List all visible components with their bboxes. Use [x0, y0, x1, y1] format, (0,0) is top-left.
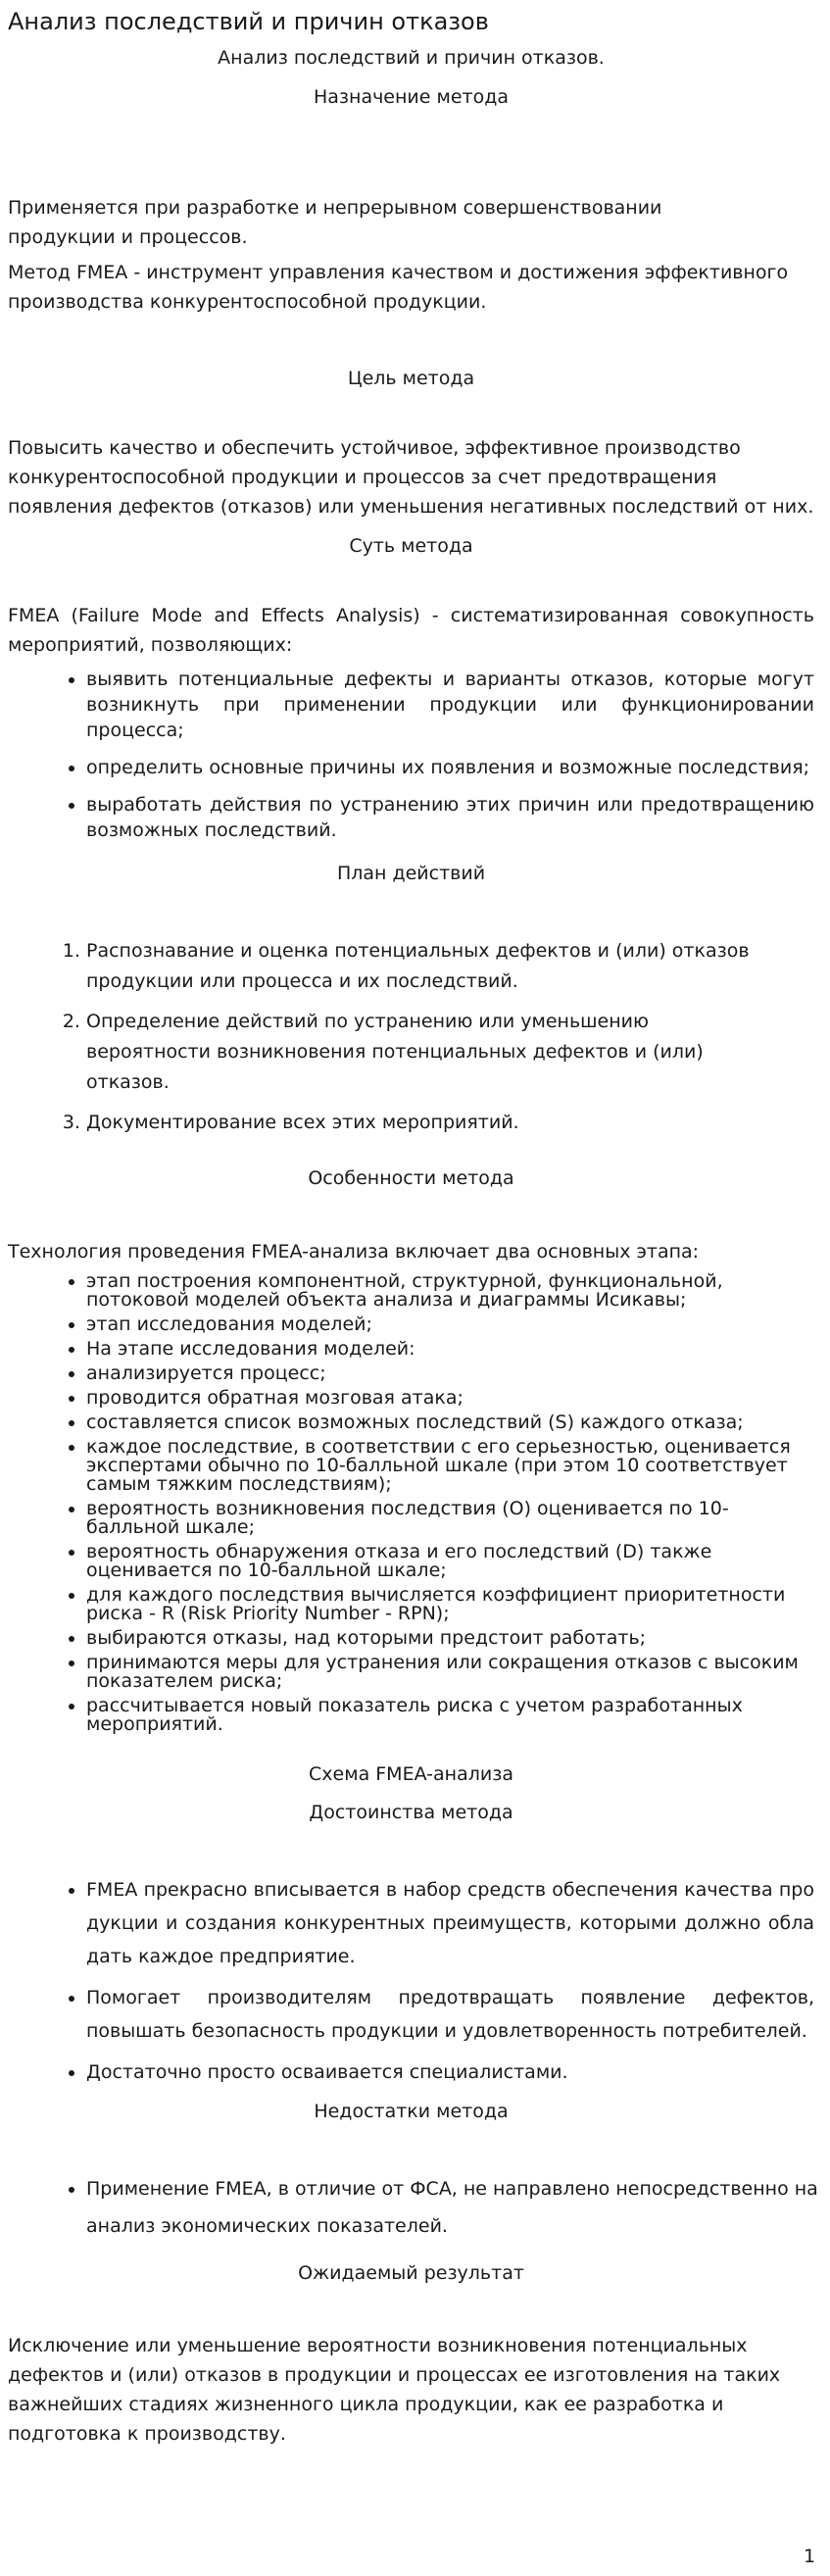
- scheme-heading: Схема FMEA-анализа: [309, 1763, 513, 1785]
- page-number: 1: [804, 2546, 816, 2567]
- plan-list: [0, 936, 764, 1148]
- list-item: 1. Распознавание и оценка потенциальных дефектов и (или) отказов продукции или процесса и их последствий.: [86, 936, 764, 997]
- essence-paragraph: FMEA (Failure Mode and Effects Analysis) - систематизированная совокупность мероприятий, позволяющих:: [8, 605, 814, 656]
- list-item: 2. Определение действий по устранению или уменьшению вероятности возникновения потенциальных дефектов и (или) отказов.: [86, 1007, 764, 1098]
- goal-heading: Цель метода: [347, 368, 475, 389]
- list-item: 3. Документирование всех этих мероприятий.: [86, 1108, 764, 1138]
- list-item: • анализируется процесс;: [86, 1364, 818, 1383]
- goal-paragraph: Повысить качество и обеспечить устойчивое, эффективное производство конкурентоспособной продукции и процессов за счет предотвращения появления дефектов (отказов) или уменьшения негативных последствий от них.: [8, 437, 814, 518]
- list-item: • этап исследования моделей;: [86, 1315, 818, 1334]
- list-item: • Помогает производителям предотвращать появление дефектов, повышать безопасность продукции и удовлетворенность потребителей.: [86, 1981, 814, 2048]
- document-subtitle: Анализ последствий и причин отказов.: [218, 47, 605, 69]
- features-heading: Особенности метода: [308, 1167, 514, 1189]
- list-item: • Достаточно просто осваивается специалистами.: [86, 2056, 814, 2089]
- advantages-heading: Достоинства метода: [309, 1802, 513, 1823]
- features-paragraph: Технология проведения FMEA-анализа включает два основных этапа:: [8, 1241, 700, 1263]
- list-item: • выбираются отказы, над которыми предстоит работать;: [86, 1629, 818, 1648]
- result-paragraph: Исключение или уменьшение вероятности возникновения потенциальных дефектов и (или) отказов в продукции и процессах ее изготовления на таких важнейших стадиях жизненного цикла продукции, как ее разработка и подготовка к производству.: [8, 2335, 781, 2445]
- purpose-paragraph-1: Применяется при разработке и непрерывном совершенствовании продукции и процессов.: [8, 197, 662, 248]
- list-item: • проводится обратная мозговая атака;: [86, 1389, 818, 1408]
- disadvantages-heading: Недостатки метода: [314, 2101, 509, 2122]
- list-item: • FMEA прекрасно вписывается в набор средств обеспечения качества продукции и создания конкурентных преимуществ, которыми должно обладать каждое предприятие.: [86, 1873, 814, 1973]
- list-item: • принимаются меры для устранения или сокращения отказов с высоким показателем риска;: [86, 1654, 818, 1691]
- disadvantages-list: [0, 2170, 828, 2245]
- list-item: • выявить потенциальные дефекты и варианты отказов, которые могут возникнуть при применении продукции или функционировании процесса;: [86, 667, 814, 743]
- list-item: • вероятность возникновения последствия (O) оценивается по 10-балльной шкале;: [86, 1500, 818, 1537]
- list-item: • выработать действия по устранению этих причин или предотвращению возможных последствий.: [86, 792, 814, 843]
- essence-heading: Суть метода: [349, 535, 473, 557]
- advantages-list: [0, 1873, 814, 2097]
- list-item: • для каждого последствия вычисляется коэффициент приоритетности риска - R (Risk Priority Number - RPN);: [86, 1586, 818, 1623]
- list-item: • каждое последствие, в соответствии с его серьезностью, оценивается экспертами обычно по 10-балльной шкале (при этом 10 соответствует самым тяжким последствиям);: [86, 1438, 818, 1494]
- list-item: • вероятность обнаружения отказа и его последствий (D) также оценивается по 10-балльной шкале;: [86, 1543, 818, 1580]
- list-item: • этап построения компонентной, структурной, функциональной, потоковой моделей объекта анализа и диаграммы Исикавы;: [86, 1272, 818, 1310]
- features-list: [0, 1272, 818, 1740]
- list-item: • рассчитывается новый показатель риска с учетом разработанных мероприятий.: [86, 1697, 818, 1734]
- list-item: • составляется список возможных последствий (S) каждого отказа;: [86, 1413, 818, 1432]
- list-item: • На этапе исследования моделей:: [86, 1340, 818, 1359]
- list-item: • Применение FMEA, в отличие от ФСА, не направлено непосредственно на анализ экономических показателей.: [86, 2170, 828, 2245]
- essence-list: [0, 667, 814, 855]
- purpose-heading: Назначение метода: [313, 86, 509, 108]
- result-heading: Ожидаемый результат: [298, 2262, 524, 2284]
- list-item: • определить основные причины их появления и возможные последствия;: [86, 755, 814, 780]
- purpose-paragraph-2: Метод FMEA - инструмент управления качеством и достижения эффективного производства конкурентоспособной продукции.: [8, 262, 789, 313]
- plan-heading: План действий: [336, 863, 486, 884]
- document-title: Анализ последствий и причин отказов: [8, 8, 489, 35]
